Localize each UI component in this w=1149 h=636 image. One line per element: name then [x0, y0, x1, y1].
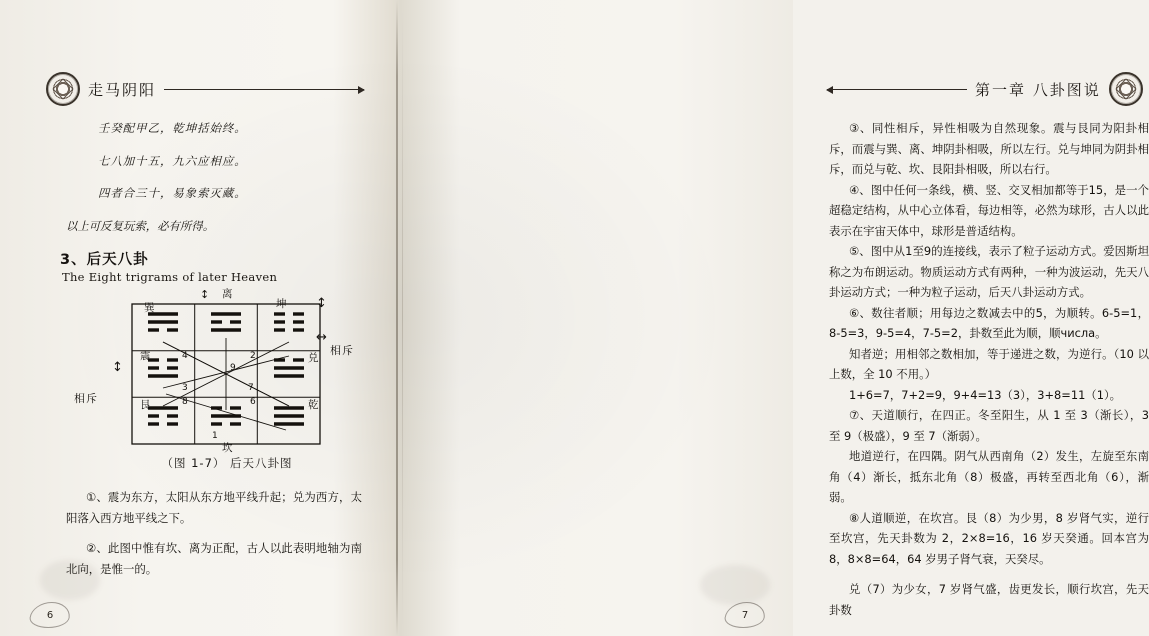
- left-page-header: [46, 72, 364, 106]
- section-heading: 3、后天八卦: [60, 252, 149, 268]
- header-rule: [827, 89, 967, 90]
- paragraph: ①、震为东方，太阳从东方地平线升起；兑为西方，太阳落入西方地平线之下。: [66, 490, 362, 525]
- svg-text:4: 4: [182, 351, 188, 361]
- right-page: [397, 0, 1149, 636]
- svg-text:1: 1: [212, 431, 218, 441]
- later-heaven-trigram-diagram: [126, 288, 326, 454]
- svg-text:2: 2: [250, 351, 256, 361]
- header-rule: [164, 89, 364, 90]
- trigram-label-kan: 坎: [222, 442, 233, 454]
- trigram-label-kun: 坤: [276, 298, 287, 310]
- diagram-arrow-left: ↕: [112, 360, 124, 375]
- paragraph: ⑤、图中从1至9的连接线，表示了粒子运动方式。爱因斯坦称之为布朗运动。物质运动方式有两种，一种为波运动，先天八卦运动方式；一种为粒子运动，后天八卦运动方式。: [829, 244, 1149, 299]
- right-page-header: [827, 72, 1143, 106]
- page-number-text: 6: [46, 609, 54, 621]
- svg-text:3: 3: [182, 383, 188, 393]
- verse-note: 以上可反复玩索，必有所得。: [66, 218, 215, 233]
- paragraph: 知者逆；用相邻之数相加，等于递进之数，为逆行。（10 以上数，全 10 不用。）: [829, 346, 1149, 381]
- paragraph: ⑦、天道顺行，在四正。冬至阳生，从 1 至 3（渐长），3 至 9（极盛），9 至 7（渐弱）。: [829, 408, 1149, 443]
- svg-text:9: 9: [230, 363, 236, 373]
- right-page-number: [725, 602, 765, 628]
- trigram-label-zhen: 震: [140, 350, 151, 362]
- paragraph: ④、图中任何一条线，横、竖、交叉相加都等于15，是一个超稳定结构，从中心立体看，每边相等，必然为球形，古人以此表示在宇宙天体中，球形是普适结构。: [829, 182, 1149, 238]
- diagram-axis-arrow-top: ↕: [200, 288, 211, 301]
- left-paragraph-block: [66, 487, 362, 579]
- right-paragraph-block: [829, 118, 1149, 620]
- diagram-label-xiangchi-left: 相斥: [74, 392, 98, 405]
- paragraph: ⑧人道顺逆，在坎宫。艮（8）为少男，8 岁肾气实，逆行至坎宫，先天卦数为 2，2×8=16，16 岁天癸通。回本宫为 8，8×8=64，64 岁男子肾气衰，天癸尽。: [829, 510, 1149, 566]
- diagram-svg: [126, 298, 326, 450]
- diagram-arrow-topright: ↕: [316, 296, 328, 311]
- left-page-number: [30, 602, 70, 628]
- diagram-label-xiangchi-right: 相斥: [330, 344, 354, 357]
- verse-line: 七八加十五，九六应相应。: [98, 153, 247, 168]
- left-verse-block: [66, 118, 358, 236]
- paragraph: ③、同性相斥，异性相吸为自然现象。震与艮同为阳卦相斥，而震与巽、离、坤阴卦相吸，所以左行。兑与坤同为阴卦相斥，而兑与乾、坎、艮阳卦相吸，所以右行。: [829, 121, 1149, 176]
- right-header-title: 第一章 八卦图说: [975, 80, 1101, 99]
- seal-icon: [46, 72, 80, 106]
- page-number-text: 7: [741, 609, 749, 621]
- trigram-label-qian: 乾: [308, 399, 319, 411]
- paragraph: 兑（7）为少女，7 岁肾气盛，齿更发长，顺行坎宫，先天卦数: [829, 582, 1149, 617]
- paragraph: 地道逆行，在四隅。阴气从西南角（2）发生，左旋至东南角（4）渐长，抵东北角（8）极盛，再转至西北角（6），渐弱。: [829, 449, 1149, 504]
- trigram-label-li: 离: [222, 288, 233, 300]
- svg-text:6: 6: [250, 397, 256, 407]
- trigram-label-xun: 巽: [144, 302, 155, 314]
- seal-icon: [1109, 72, 1143, 106]
- verse-line: 四者合三十，易象索灭藏。: [98, 186, 247, 200]
- paragraph: ②、此图中惟有坎、离为正配，古人以此表明地轴为南北向，是惟一的。: [66, 541, 362, 576]
- svg-text:8: 8: [182, 397, 188, 407]
- left-page: [0, 0, 396, 636]
- verse-line: 壬癸配甲乙，乾坤括始终。: [98, 121, 247, 135]
- svg-text:7: 7: [248, 383, 254, 393]
- left-header-title: 走马阴阳: [88, 80, 157, 99]
- paragraph: ⑥、数往者顺；用每边之数减去中的5，为顺转。6-5=1，8-5=3，9-5=4，7-5=2，卦数至此为顺，顺числа。: [829, 305, 1149, 340]
- figure-caption: （图 1-7） 后天八卦图: [161, 456, 293, 470]
- trigram-label-gen: 艮: [140, 399, 151, 411]
- diagram-arrow-right: ↔: [316, 330, 328, 345]
- trigram-label-dui: 兑: [308, 352, 319, 364]
- paragraph: 1+6=7，7+2=9，9+4=13（3），3+8=11（1）。: [849, 387, 1122, 402]
- section-heading-english: The Eight trigrams of later Heaven: [62, 270, 278, 284]
